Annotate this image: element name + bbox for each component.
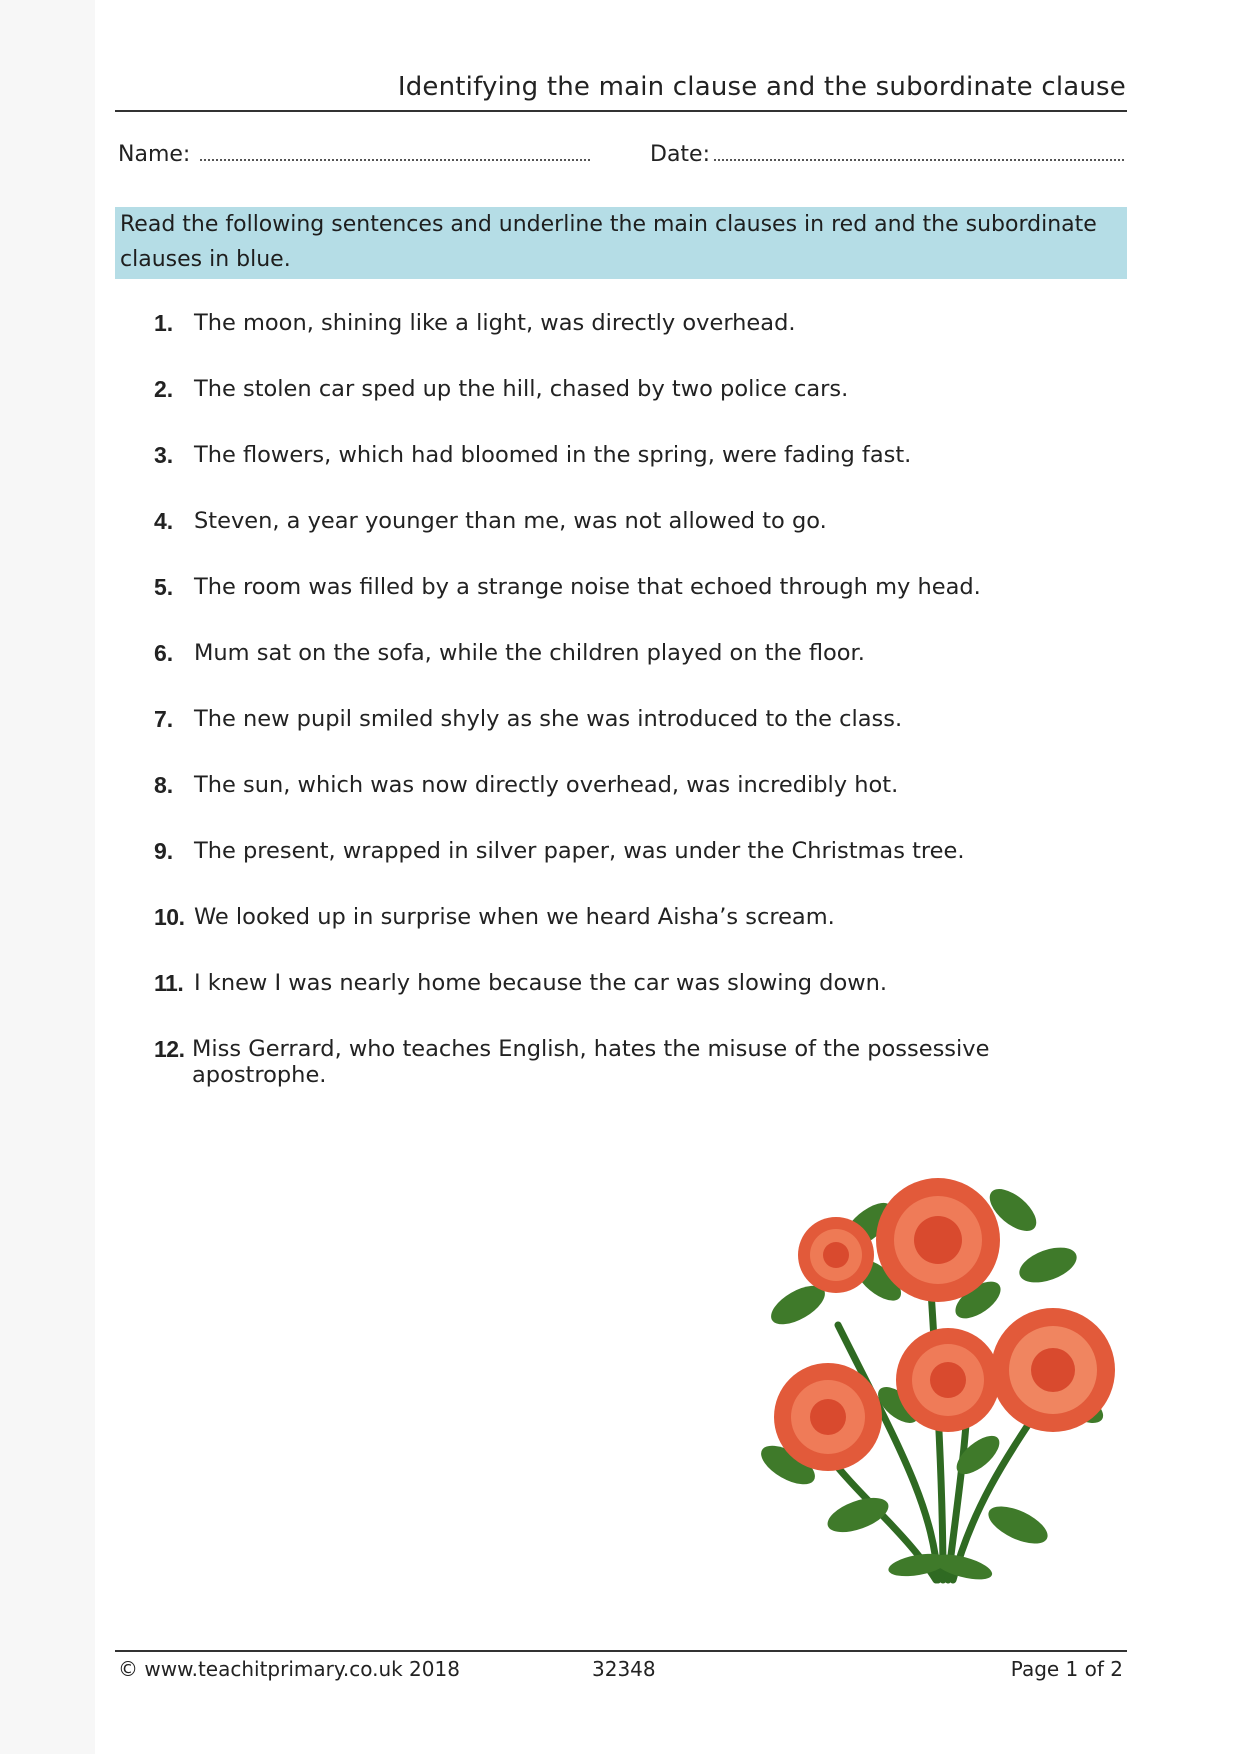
item-text: The new pupil smiled shyly as she was introduced to the class. [194,706,903,732]
list-item [154,508,1084,574]
item-text: Miss Gerrard, who teaches English, hates the misuse of the possessive apostrophe. [192,1036,990,1088]
item-text: The moon, shining like a light, was directly overhead. [194,310,796,336]
page-title: Identifying the main clause and the subordinate clause [397,72,1126,102]
rose-flowers [774,1178,1115,1471]
name-label: Name: [118,142,191,167]
list-item [154,772,1084,838]
item-number: 10. [154,904,185,930]
item-number: 1. [154,310,174,336]
name-field [118,139,590,167]
item-number: 3. [154,442,174,468]
item-number: 8. [154,772,174,798]
page-margin [0,0,95,1754]
list-item [154,904,1084,970]
footer-divider [115,1650,1127,1652]
roses-illustration [748,1155,1128,1605]
list-item [154,442,1084,508]
item-number: 2. [154,376,174,402]
item-text: The stolen car sped up the hill, chased by two police cars. [194,376,849,402]
item-text: We looked up in surprise when we heard Aisha’s scream. [194,904,835,930]
item-number: 11. [154,970,184,996]
item-number: 7. [154,706,174,732]
list-item [154,376,1084,442]
header-divider [115,110,1127,112]
footer-page-number: Page 1 of 2 [1010,1657,1123,1681]
item-number: 12. [154,1036,185,1062]
item-text: I knew I was nearly home because the car was slowing down. [194,970,888,996]
item-text: The present, wrapped in silver paper, was under the Christmas tree. [194,838,965,864]
item-text: Steven, a year younger than me, was not allowed to go. [194,508,827,534]
footer-copyright: © www.teachitprimary.co.uk 2018 [118,1657,460,1681]
footer-code: 32348 [592,1657,656,1681]
list-item [154,706,1084,772]
item-text: Mum sat on the sofa, while the children played on the floor. [194,640,865,666]
list-item [154,640,1084,706]
list-item [154,1036,1084,1102]
name-dotted-line [200,139,590,161]
sentence-list [154,310,1084,1102]
item-text: The sun, which was now directly overhead, was incredibly hot. [194,772,899,798]
list-item [154,838,1084,904]
item-text: The room was filled by a strange noise that echoed through my head. [194,574,981,600]
instruction-box: Read the following sentences and underline the main clauses in red and the subordinate clauses in blue. [115,207,1127,279]
item-number: 9. [154,838,174,864]
item-number: 4. [154,508,174,534]
list-item [154,310,1084,376]
list-item [154,970,1084,1036]
date-field [650,139,1124,167]
item-number: 5. [154,574,174,600]
date-dotted-line [714,139,1124,161]
date-label: Date: [650,142,710,167]
list-item [154,574,1084,640]
item-number: 6. [154,640,174,666]
item-text: The flowers, which had bloomed in the spring, were fading fast. [194,442,912,468]
